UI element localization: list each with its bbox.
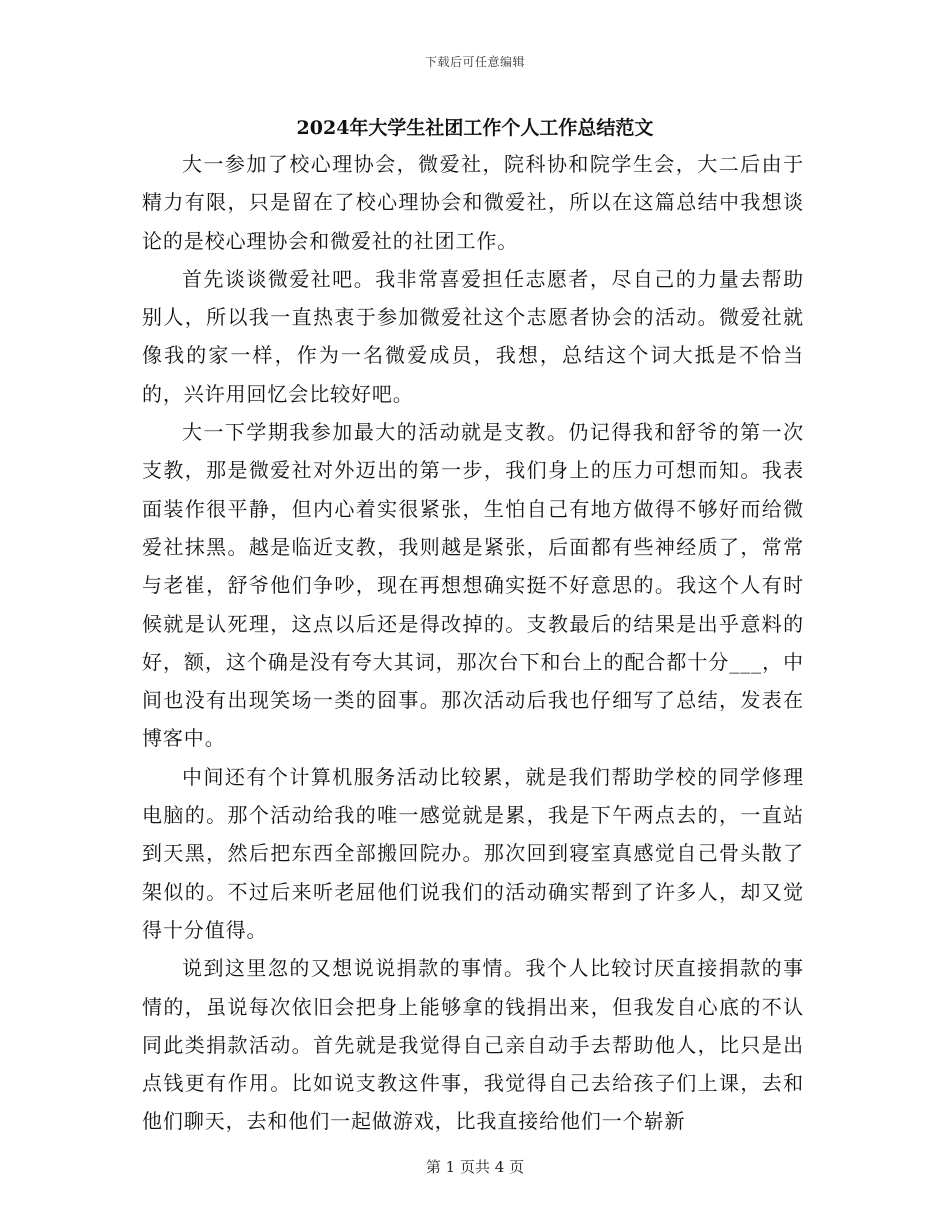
paragraph-3: 大一下学期我参加最大的活动就是支教。仍记得我和舒爷的第一次支教，那是微爱社对外迈出的第一步，我们身上的压力可想而知。我表面装作很平静，但内心着实很紧张，生怕自己有地方做得不够好而给微爱社抹黑。越是临近支教，我则越是紧张，后面都有些神经质了，常常与老崔，舒爷他们争吵，现在再想想确实挺不好意思的。我这个人有时候就是认死理，这点以后还是得改掉的。支教最后的结果是出乎意料的好，额，这个确是没有夸大其词，那次台下和台上的配合都十分___，中间也没有出现笑场一类的囧事。那次活动后我也仔细写了总结，发表在博客中。 <box>142 420 804 751</box>
paragraph-4: 中间还有个计算机服务活动比较累，就是我们帮助学校的同学修理电脑的。那个活动给我的唯一感觉就是累，我是下午两点去的，一直站到天黑，然后把东西全部搬回院办。那次回到寝室真感觉自己骨头散了架似的。不过后来听老屈他们说我们的活动确实帮到了许多人，却又觉得十分值得。 <box>142 764 804 942</box>
paragraph-1: 大一参加了校心理协会，微爱社，院科协和院学生会，大二后由于精力有限，只是留在了校心理协会和微爱社，所以在这篇总结中我想谈论的是校心理协会和微爱社的社团工作。 <box>142 152 804 253</box>
header-note: 下载后可任意编辑 <box>424 55 525 69</box>
page-number-footer: 第 1 页共 4 页 <box>425 1158 525 1176</box>
document-title: 2024年大学生社团工作个人工作总结范文 <box>296 117 654 139</box>
paragraph-2: 首先谈谈微爱社吧。我非常喜爱担任志愿者，尽自己的力量去帮助别人，所以我一直热衷于参加微爱社这个志愿者协会的活动。微爱社就像我的家一样，作为一名微爱成员，我想，总结这个词大抵是不恰当的，兴许用回忆会比较好吧。 <box>142 266 804 406</box>
document-body <box>142 145 804 1141</box>
paragraph-5: 说到这里忽的又想说说捐款的事情。我个人比较讨厌直接捐款的事情的，虽说每次依旧会把身上能够拿的钱捐出来，但我发自心底的不认同此类捐款活动。首先就是我觉得自己亲自动手去帮助他人，比只是出点钱更有作用。比如说支教这件事，我觉得自己去给孩子们上课，去和他们聊天，去和他们一起做游戏，比我直接给他们一个崭新 <box>142 956 804 1134</box>
